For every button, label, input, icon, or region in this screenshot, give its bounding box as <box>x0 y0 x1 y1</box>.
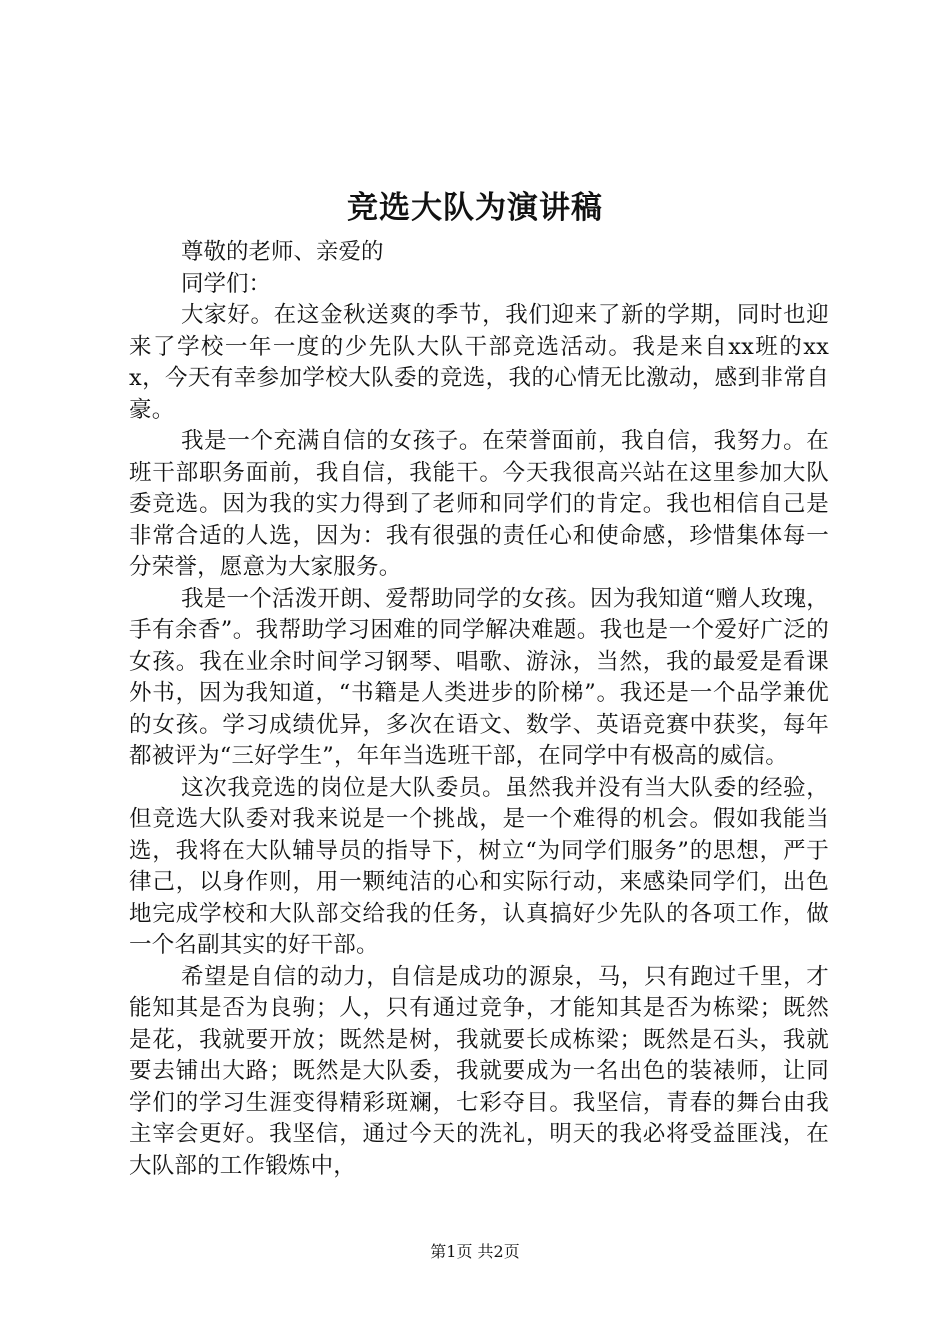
document-body <box>129 236 829 1182</box>
page-number-footer: 第1页 共2页 <box>430 1242 520 1261</box>
paragraph-2: 我是一个充满自信的女孩子。在荣誉面前，我自信，我努力。在班干部职务面前，我自信，我能干。今天我很高兴站在这里参加大队委竞选。因为我的实力得到了老师和同学们的肯定。我也相信自己是非常合适的人选，因为：我有很强的责任心和使命感，珍惜集体每一分荣誉，愿意为大家服务。 <box>129 428 829 580</box>
paragraph-4: 这次我竞选的岗位是大队委员。虽然我并没有当大队委的经验，但竞选大队委对我来说是一个挑战，是一个难得的机会。假如我能当选，我将在大队辅导员的指导下，树立“为同学们服务”的思想，严于律己，以身作则，用一颗纯洁的心和实际行动，来感染同学们，出色地完成学校和大队部交给我的任务，认真搞好少先队的各项工作，做一个名副其实的好干部。 <box>129 774 829 958</box>
document-title: 竞选大队为演讲稿 <box>347 190 603 226</box>
salutation-line-1: 尊敬的老师、亲爱的 <box>181 239 384 265</box>
paragraph-3: 我是一个活泼开朗、爱帮助同学的女孩。因为我知道“赠人玫瑰，手有余香”。我帮助学习困难的同学解决难题。我也是一个爱好广泛的女孩。我在业余时间学习钢琴、唱歌、游泳，当然，我的最爱是看课外书，因为我知道，“书籍是人类进步的阶梯”。我还是一个品学兼优的女孩。学习成绩优异，多次在语文、数学、英语竞赛中获奖，每年都被评为“三好学生”，年年当选班干部，在同学中有极高的威信。 <box>129 585 829 769</box>
paragraph-1: 大家好。在这金秋送爽的季节，我们迎来了新的学期，同时也迎来了学校一年一度的少先队大队干部竞选活动。我是来自xx班的xxx，今天有幸参加学校大队委的竞选，我的心情无比激动，感到非常自豪。 <box>129 302 829 423</box>
salutation-line-2: 同学们： <box>181 271 272 297</box>
paragraph-5: 希望是自信的动力，自信是成功的源泉，马，只有跑过千里，才能知其是否为良驹；人，只有通过竞争，才能知其是否为栋梁；既然是花，我就要开放；既然是树，我就要长成栋梁；既然是石头，我就要去铺出大路；既然是大队委，我就要成为一名出色的装裱师，让同学们的学习生涯变得精彩斑斓，七彩夺目。我坚信，青春的舞台由我主宰会更好。我坚信，通过今天的洗礼，明天的我必将受益匪浅，在大队部的工作锻炼中， <box>129 963 829 1179</box>
